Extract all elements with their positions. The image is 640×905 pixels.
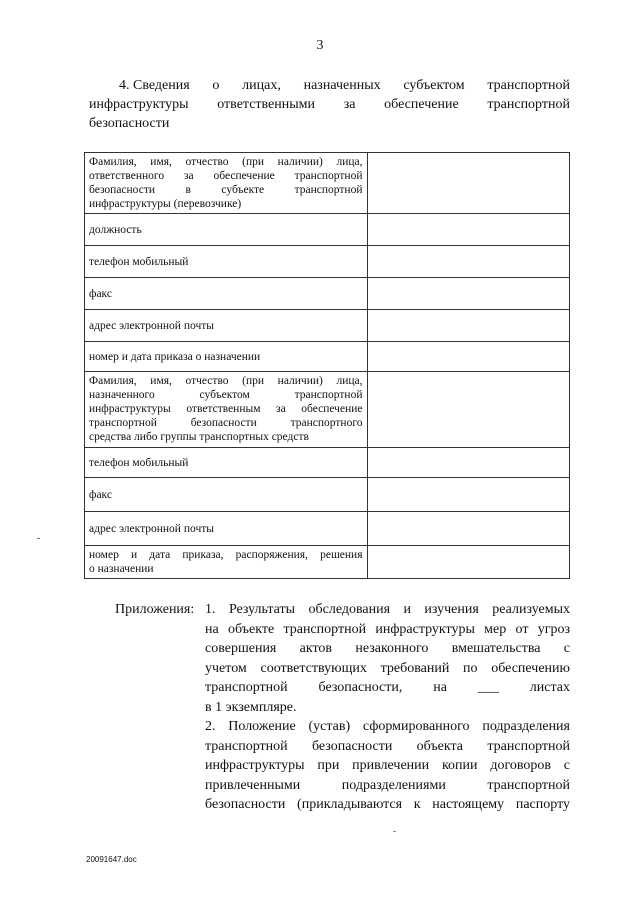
table-row-value[interactable] (367, 372, 570, 448)
footer-filename: 20091647.doc (86, 855, 137, 864)
table-row-value[interactable] (367, 512, 570, 546)
table-row-label (85, 448, 368, 478)
table-row-label (85, 512, 368, 546)
attachment-line: совершения актов незаконного вмешательства с (205, 641, 570, 656)
table-row-label (85, 278, 368, 310)
table-row-label-line: назначенного субъектом транспортной (89, 389, 363, 401)
section-heading-word: субъектом (403, 78, 465, 93)
section-heading-word: обеспечение (384, 97, 459, 112)
table-row-label-line: факс (89, 488, 112, 501)
section-heading-line (89, 76, 570, 95)
section-heading-word: транспортной (487, 97, 570, 112)
attachment-line: 1. Результаты обследования и изучения реализуемых (205, 602, 570, 617)
table-row-label-line: безопасности в субъекте транспортной (89, 184, 363, 196)
attachment-line: в 1 экземпляре. (205, 699, 297, 715)
table-row-label-line: номер и дата приказа о назначении (89, 350, 261, 363)
section-heading-word: инфраструктуры (89, 97, 189, 112)
section-heading-word: за (343, 97, 356, 112)
table-row-value[interactable] (367, 546, 570, 579)
section-heading-word: о (212, 78, 220, 93)
section-heading (89, 76, 570, 133)
section-heading-line (89, 95, 570, 114)
table-row-label (85, 546, 368, 579)
attachment-line: на объекте транспортной инфраструктуры мер от угроз (205, 621, 570, 637)
section-heading-line (89, 114, 570, 133)
table-row (85, 278, 570, 310)
section-heading-word: безопасности (89, 116, 170, 131)
table-row-label-line: инфраструктуры (перевозчике) (89, 198, 242, 210)
table-row-value[interactable] (367, 310, 570, 342)
table-row (85, 448, 570, 478)
bottom-mark (393, 831, 396, 832)
table-row-label-line: телефон мобильный (89, 456, 189, 469)
table-row-label (85, 310, 368, 342)
section-heading-word: назначенных (303, 78, 381, 93)
table-row-value[interactable] (367, 448, 570, 478)
attachment-line: транспортной безопасности объекта транспортной (205, 738, 570, 754)
table-row-value[interactable] (367, 278, 570, 310)
section-heading-word: ответственными (217, 97, 316, 112)
attachments-list (205, 600, 570, 815)
table-row-value[interactable] (367, 246, 570, 278)
table-row-value[interactable] (367, 214, 570, 246)
attachment-line: учетом соответствующих требований по обеспечению (205, 660, 570, 676)
table-row-label-line: адрес электронной почты (89, 522, 214, 535)
table-row-label (85, 246, 368, 278)
table-row (85, 214, 570, 246)
attachment-line: безопасности (прикладываются к настоящему паспорту (205, 797, 570, 812)
responsible-persons-table (84, 152, 570, 579)
section-heading-word: 4. Сведения (119, 78, 190, 93)
table-row-label-line: Фамилия, имя, отчество (при наличии) лица, (89, 156, 363, 168)
table-row (85, 478, 570, 512)
table-row-label (85, 214, 368, 246)
table-row (85, 342, 570, 372)
attachment-item (205, 717, 570, 815)
table-row-value[interactable] (367, 153, 570, 214)
table-row-label-line: факс (89, 287, 112, 300)
table-row-label-line: средства либо группы транспортных средств (89, 431, 309, 443)
table-row-label (85, 342, 368, 372)
table-row-value[interactable] (367, 342, 570, 372)
table-row (85, 512, 570, 546)
table-row-label (85, 153, 368, 214)
table-row-label-line: адрес электронной почты (89, 319, 214, 332)
attachment-line: привлеченными подразделениями транспортной (205, 777, 570, 793)
table-row (85, 546, 570, 579)
table-row-label-line: Фамилия, имя, отчество (при наличии) лица, (89, 375, 363, 387)
attachment-line: инфраструктуры при привлечении копии договоров с (205, 758, 570, 773)
table-row-label-line: ответственного за обеспечение транспортной (89, 170, 363, 182)
attachments-label: Приложения: (115, 602, 195, 617)
table-row-label-line: инфраструктуры ответственным за обеспечение (89, 403, 363, 415)
table-row-label-line: о назначении (89, 563, 154, 575)
table-row-label-line: транспортной безопасности транспортного (89, 417, 363, 429)
table-row-label-line: должность (89, 223, 142, 236)
table-row-label (85, 478, 368, 512)
section-heading-word: транспортной (487, 78, 570, 93)
table-row-value[interactable] (367, 478, 570, 512)
attachment-line: 2. Положение (устав) сформированного подразделения (205, 719, 570, 734)
table-row-label (85, 372, 368, 448)
table-row (85, 372, 570, 448)
table-row-label-line: телефон мобильный (89, 255, 189, 268)
section-heading-word: лицах, (242, 78, 281, 93)
attachment-item (205, 600, 570, 717)
table-row (85, 310, 570, 342)
margin-mark (37, 538, 40, 539)
page-number: 3 (316, 38, 324, 53)
table-row-label-line: номер и дата приказа, распоряжения, решения (89, 549, 363, 561)
attachment-line: транспортной безопасности, на ___ листах (205, 680, 570, 695)
table-row (85, 246, 570, 278)
table-row (85, 153, 570, 214)
